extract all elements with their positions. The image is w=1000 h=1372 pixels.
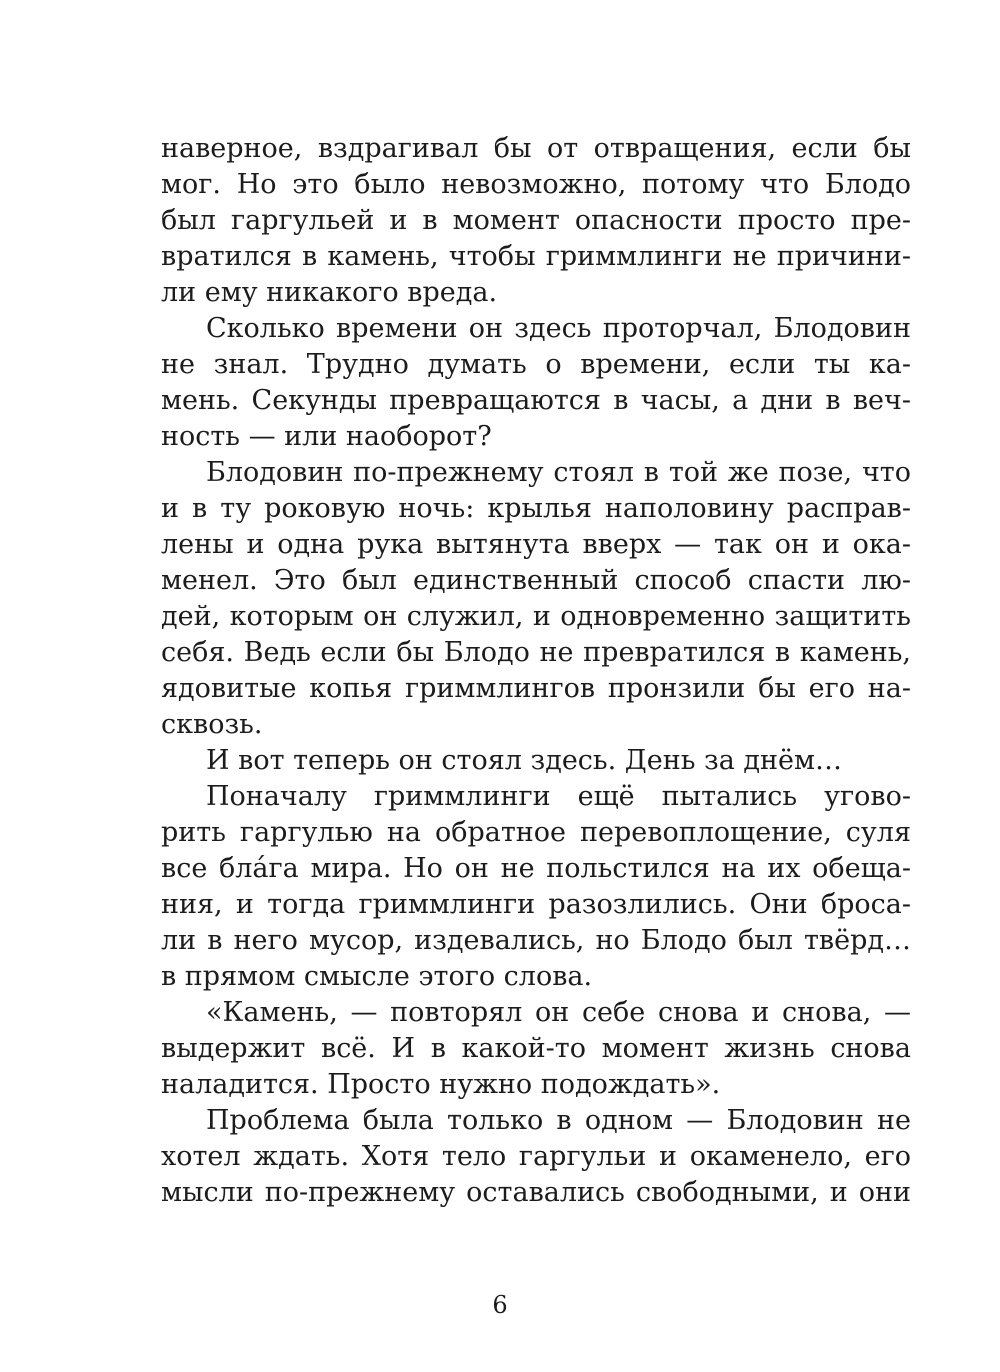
- text-line: все бла́га мира. Но он не польстился на их обеща-: [161, 853, 911, 884]
- paragraph: [161, 455, 911, 743]
- text-line: сквозь.: [161, 709, 263, 740]
- text-line: ли в него мусор, издевались, но Блодо был твёрд…: [161, 925, 911, 956]
- text-line: не знал. Трудно думать о времени, если ты ка-: [161, 349, 911, 380]
- paragraph: [161, 1103, 911, 1211]
- text-line: Сколько времени он здесь проторчал, Блодовин: [206, 313, 911, 344]
- text-line: мог. Но это было невозможно, потому что Блодо: [161, 169, 911, 200]
- text-line: в прямом смысле этого слова.: [161, 961, 593, 992]
- paragraph: [161, 131, 911, 311]
- paragraph: [161, 779, 911, 995]
- text-line: Проблема была только в одном — Блодовин не: [206, 1105, 911, 1136]
- text-line: вратился в камень, чтобы гриммлинги не причини-: [161, 241, 911, 272]
- text-line: рить гаргулью на обратное перевоплощение, суля: [161, 817, 911, 848]
- text-line: Блодовин по-прежнему стоял в той же позе, что: [206, 457, 911, 488]
- text-line: менел. Это был единственный способ спасти лю-: [161, 565, 911, 596]
- paragraph: [161, 311, 911, 455]
- text-line: был гаргульей и в момент опасности просто пре-: [161, 205, 911, 236]
- text-line: ность — или наоборот?: [161, 421, 492, 452]
- text-line: лены и одна рука вытянута вверх — так он и ока-: [161, 529, 911, 560]
- text-line: И вот теперь он стоял здесь. День за днём…: [206, 745, 843, 776]
- text-line: ли ему никакого вреда.: [161, 277, 498, 308]
- text-line: Поначалу гриммлинги ещё пытались угово-: [206, 781, 911, 812]
- text-line: хотел ждать. Хотя тело гаргульи и окаменело, его: [161, 1141, 911, 1172]
- body-text: [161, 131, 911, 1211]
- text-line: мысли по-прежнему оставались свободными, и они: [161, 1177, 911, 1208]
- text-line: наверное, вздрагивал бы от отвращения, если бы: [161, 133, 911, 164]
- paragraph: [161, 995, 911, 1103]
- text-line: и в ту роковую ночь: крылья наполовину расправ-: [161, 493, 911, 524]
- text-line: наладится. Просто нужно подождать».: [161, 1069, 721, 1100]
- text-line: ядовитые копья гриммлингов пронзили бы его на-: [161, 673, 911, 704]
- text-line: «Камень, — повторял он себе снова и снова, —: [206, 997, 911, 1028]
- text-line: себя. Ведь если бы Блодо не превратился в камень,: [161, 637, 911, 668]
- page-number: 6: [492, 1291, 508, 1319]
- text-line: мень. Секунды превращаются в часы, а дни в веч-: [161, 385, 911, 416]
- text-line: дей, которым он служил, и одновременно защитить: [161, 601, 911, 632]
- paragraph: [161, 743, 911, 779]
- text-line: ния, и тогда гриммлинги разозлились. Они броса-: [161, 889, 911, 920]
- text-line: выдержит всё. И в какой-то момент жизнь снова: [161, 1033, 911, 1064]
